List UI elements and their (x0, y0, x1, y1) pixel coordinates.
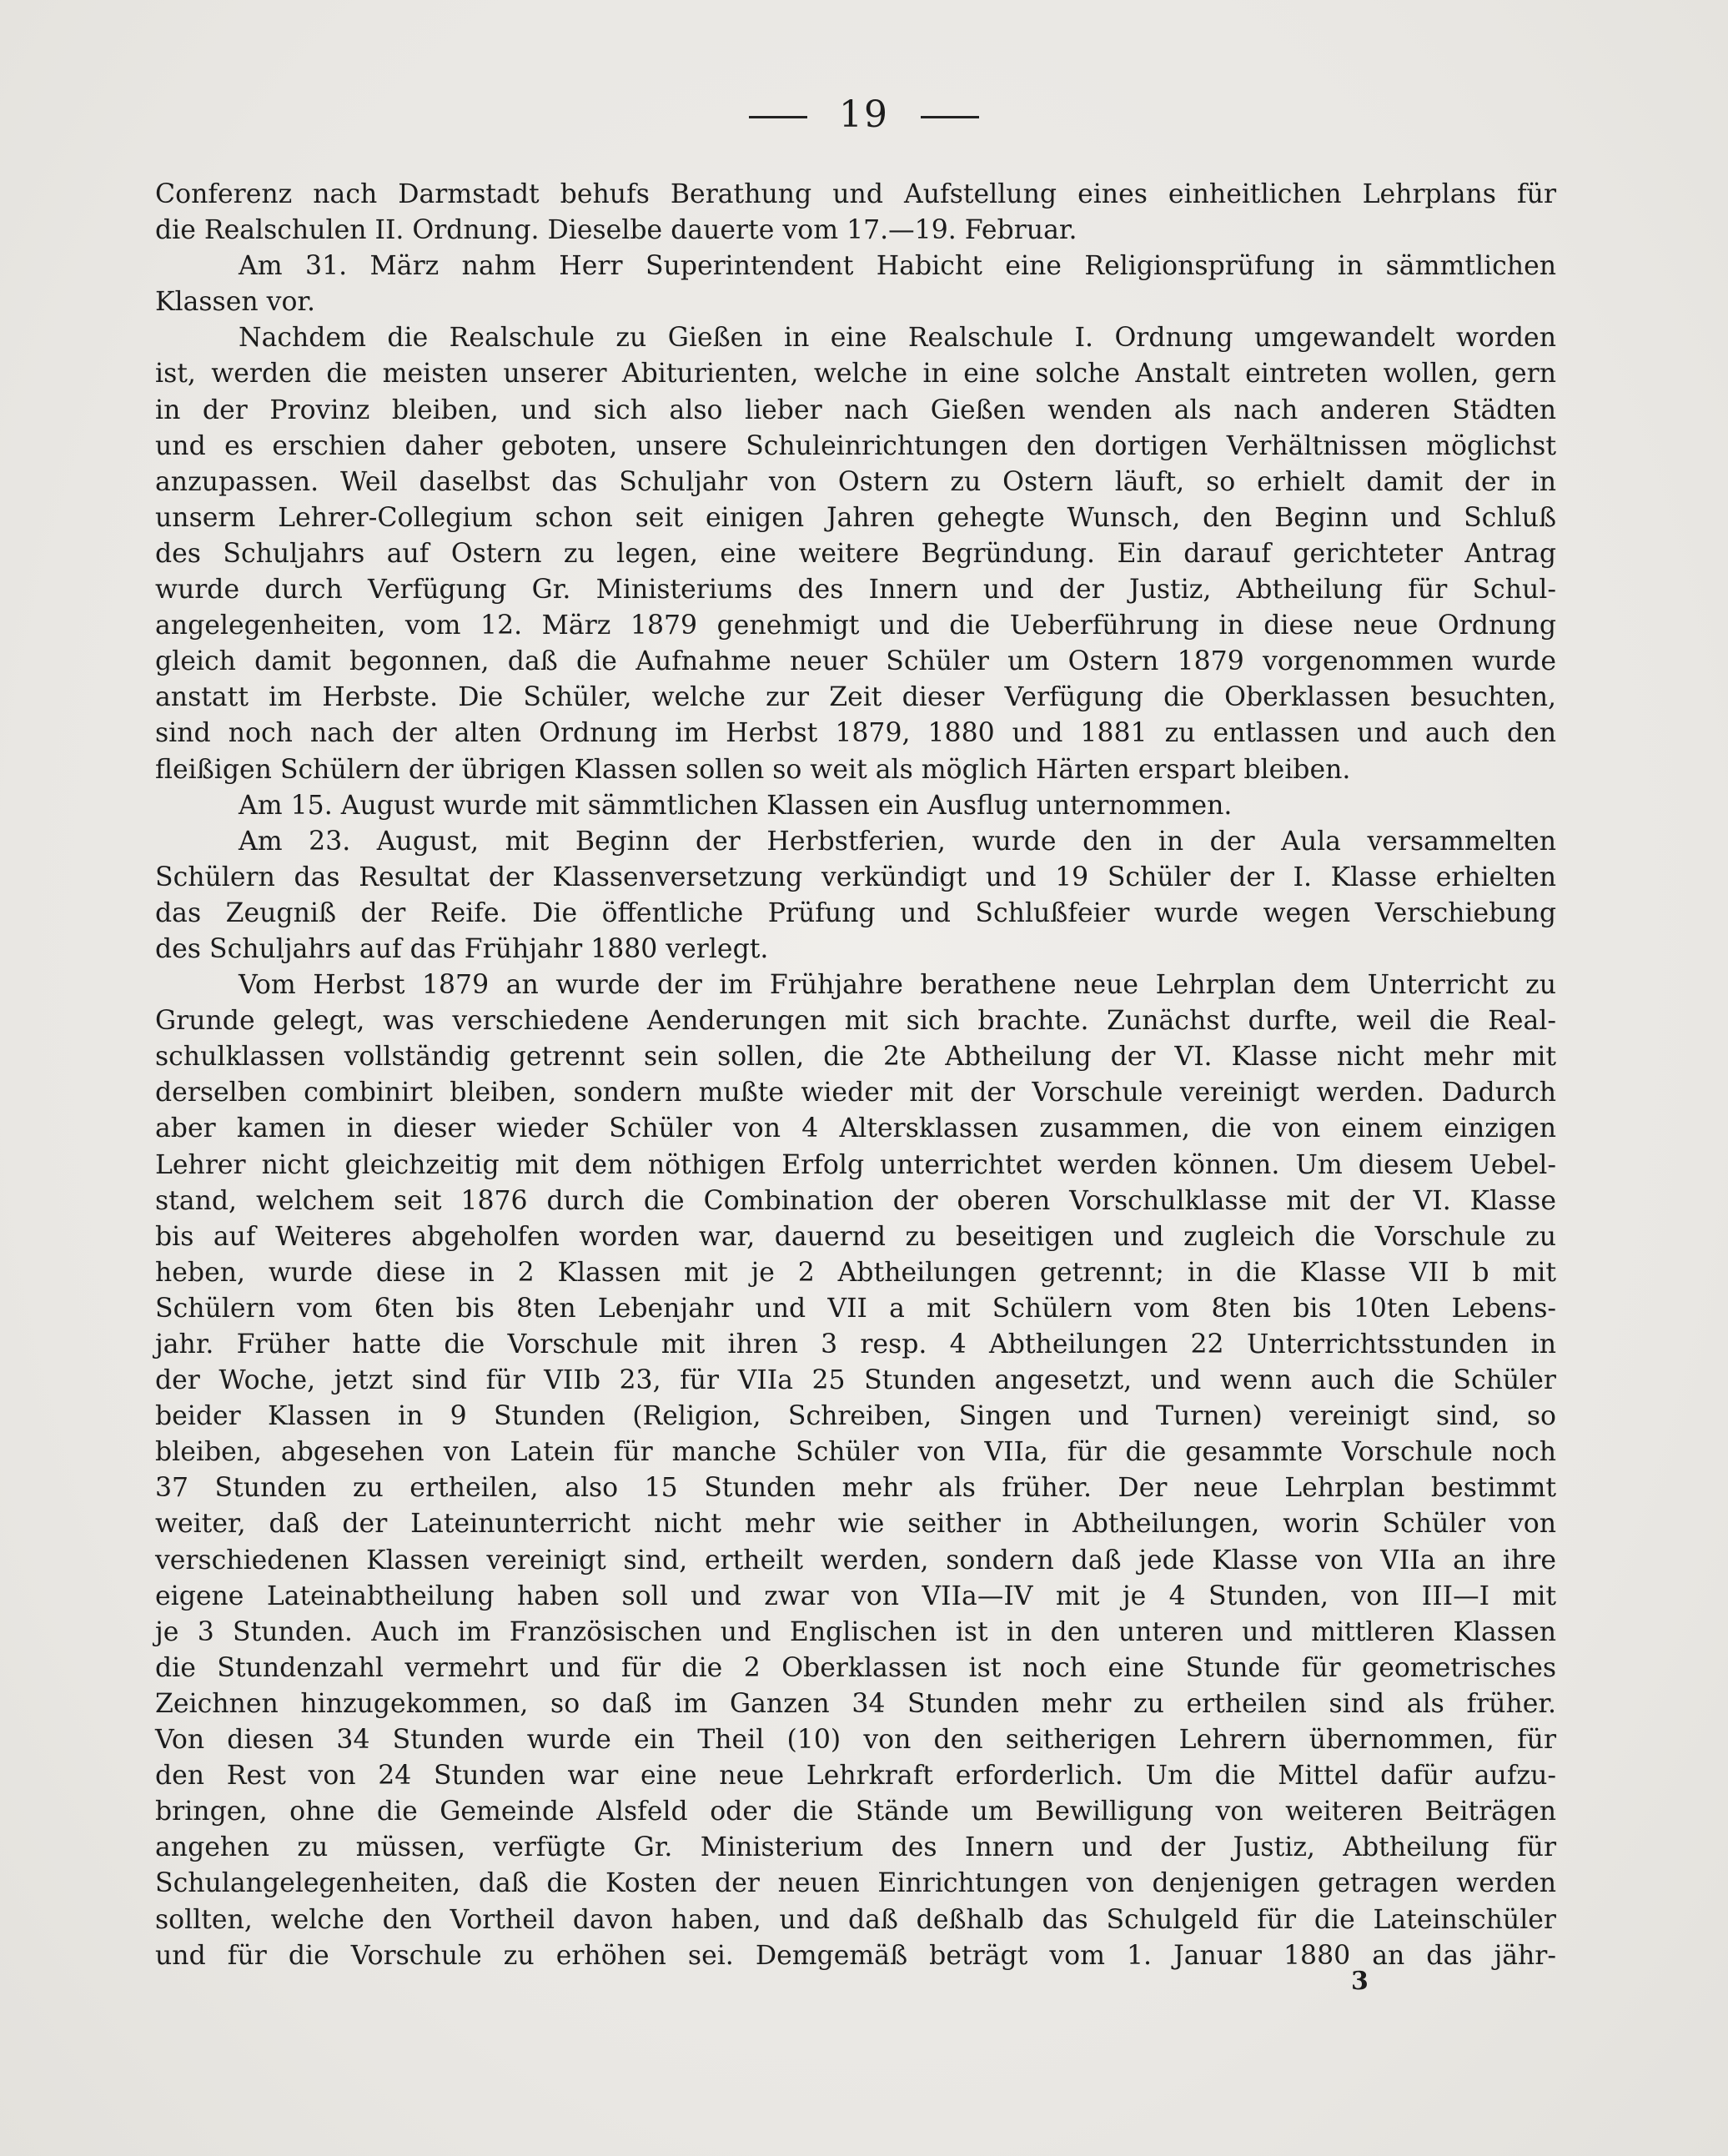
text-line: Am 23. August, mit Beginn der Herbstferien, wurde den in der Aula versammelten (239, 826, 1556, 857)
text-line: unserm Lehrer-Collegium schon seit einigen Jahren gehegte Wunsch, den Beginn und Schluß (155, 502, 1556, 533)
text-line: Klassen vor. (155, 287, 316, 318)
text-line: Grunde gelegt, was verschiedene Aenderungen mit sich brachte. Zunächst durfte, weil die Real- (155, 1006, 1556, 1037)
text-line: des Schuljahrs auf das Frühjahr 1880 verlegt. (155, 933, 769, 964)
page-header (0, 93, 1728, 136)
text-line: sind noch nach der alten Ordnung im Herbst 1879, 1880 und 1881 zu entlassen und auch den (155, 718, 1556, 749)
text-line: je 3 Stunden. Auch im Französischen und Englischen ist in den unteren und mittleren Klassen (155, 1616, 1556, 1647)
page-number: 19 (839, 93, 889, 136)
text-line: Lehrer nicht gleichzeitig mit dem nöthigen Erfolg unterrichtet werden können. Um diesem Uebel- (155, 1149, 1556, 1180)
header-dash-right (921, 116, 979, 118)
text-line: eigene Lateinabtheilung haben soll und zwar von VIIa—IV mit je 4 Stunden, von III—I mit (155, 1581, 1556, 1611)
text-line: Zeichnen hinzugekommen, so daß im Ganzen 34 Stunden mehr zu ertheilen sind als früher. (155, 1688, 1556, 1719)
text-line: Conferenz nach Darmstadt behufs Berathung und Aufstellung eines einheitlichen Lehrplans für (155, 179, 1556, 209)
text-line: das Zeugniß der Reife. Die öffentliche Prüfung und Schlußfeier wurde wegen Verschiebung (155, 897, 1556, 928)
text-line: fleißigen Schülern der übrigen Klassen sollen so weit als möglich Härten erspart bleiben. (155, 754, 1351, 785)
text-line: bringen, ohne die Gemeinde Alsfeld oder die Stände um Bewilligung von weiteren Beiträgen (155, 1797, 1556, 1827)
text-line: bis auf Weiteres abgeholfen worden war, dauernd zu beseitigen und zugleich die Vorschule zu (155, 1221, 1556, 1252)
text-line: Vom Herbst 1879 an wurde der im Frühjahre berathene neue Lehrplan dem Unterricht zu (239, 970, 1556, 1001)
text-line: angehen zu müssen, verfügte Gr. Ministerium des Innern und der Justiz, Abtheilung für (155, 1832, 1556, 1863)
text-line: aber kamen in dieser wieder Schüler von 4 Altersklassen zusammen, die von einem einzigen (155, 1113, 1556, 1144)
text-line: beider Klassen in 9 Stunden (Religion, Schreiben, Singen und Turnen) vereinigt sind, so (155, 1401, 1556, 1432)
text-line: derselben combinirt bleiben, sondern mußte wieder mit der Vorschule vereinigt werden. Dadurch (155, 1078, 1556, 1108)
text-line: den Rest von 24 Stunden war eine neue Lehrkraft erforderlich. Um die Mittel dafür aufzu- (155, 1761, 1556, 1792)
text-line: Schülern vom 6ten bis 8ten Lebenjahr und VII a mit Schülern vom 8ten bis 10ten Lebens- (155, 1293, 1556, 1324)
text-line: und für die Vorschule zu erhöhen sei. Demgemäß beträgt vom 1. Januar 1880 an das jähr- (155, 1940, 1556, 1971)
text-line: jahr. Früher hatte die Vorschule mit ihren 3 resp. 4 Abtheilungen 22 Unterrichtsstunden in (155, 1329, 1556, 1359)
text-line: Am 31. März nahm Herr Superintendent Habicht eine Religionsprüfung in sämmtlichen (239, 251, 1556, 282)
text-line: 37 Stunden zu ertheilen, also 15 Stunden mehr als früher. Der neue Lehrplan bestimmt (155, 1473, 1556, 1504)
text-line: sollten, welche den Vortheil davon haben, und daß deßhalb das Schulgeld für die Lateinschüler (155, 1904, 1556, 1935)
text-line: Nachdem die Realschule zu Gießen in eine Realschule I. Ordnung umgewandelt worden (239, 323, 1556, 354)
text-line: Am 15. August wurde mit sämmtlichen Klassen ein Ausflug unternommen. (239, 790, 1233, 821)
text-line: des Schuljahrs auf Ostern zu legen, eine weitere Begründung. Ein darauf gerichteter Antrag (155, 538, 1556, 569)
text-line: anzupassen. Weil daselbst das Schuljahr von Ostern zu Ostern läuft, so erhielt damit der in (155, 466, 1556, 497)
text-line: bleiben, abgesehen von Latein für manche Schüler von VIIa, für die gesammte Vorschule noch (155, 1437, 1556, 1468)
text-line: weiter, daß der Lateinunterricht nicht mehr wie seither in Abtheilungen, worin Schüler von (155, 1509, 1556, 1540)
text-line: und es erschien daher geboten, unsere Schuleinrichtungen den dortigen Verhältnissen möglichst (155, 430, 1556, 461)
text-line: der Woche, jetzt sind für VIIb 23, für VIIa 25 Stunden angesetzt, und wenn auch die Schüler (155, 1365, 1556, 1396)
text-line: heben, wurde diese in 2 Klassen mit je 2 Abtheilungen getrennt; in die Klasse VII b mit (155, 1257, 1556, 1288)
header-dash-left (749, 116, 807, 118)
text-line: gleich damit begonnen, daß die Aufnahme neuer Schüler um Ostern 1879 vorgenommen wurde (155, 646, 1556, 677)
text-line: wurde durch Verfügung Gr. Ministeriums des Innern und der Justiz, Abtheilung für Schul- (155, 575, 1556, 606)
text-line: Schülern das Resultat der Klassenversetzung verkündigt und 19 Schüler der I. Klasse erhielten (155, 862, 1556, 892)
text-line: anstatt im Herbste. Die Schüler, welche zur Zeit dieser Verfügung die Oberklassen besuchten, (155, 682, 1556, 713)
text-line: die Stundenzahl vermehrt und für die 2 Oberklassen ist noch eine Stunde für geometrisches (155, 1652, 1556, 1683)
text-line: verschiedenen Klassen vereinigt sind, ertheilt werden, sondern daß jede Klasse von VIIa an ihre (155, 1545, 1556, 1576)
text-line: stand, welchem seit 1876 durch die Combination der oberen Vorschulklasse mit der VI. Klasse (155, 1185, 1556, 1216)
signature-mark: 3 (1351, 1967, 1369, 1996)
text-line: die Realschulen II. Ordnung. Dieselbe dauerte vom 17.—19. Februar. (155, 215, 1077, 246)
text-line: in der Provinz bleiben, und sich also lieber nach Gießen wenden als nach anderen Städten (155, 395, 1556, 425)
text-line: Von diesen 34 Stunden wurde ein Theil (10) von den seitherigen Lehrern übernommen, für (155, 1725, 1556, 1756)
text-line: schulklassen vollständig getrennt sein sollen, die 2te Abtheilung der VI. Klasse nicht mehr mit (155, 1042, 1556, 1073)
text-line: ist, werden die meisten unserer Abiturienten, welche in eine solche Anstalt eintreten wollen, gern (155, 359, 1556, 389)
body-text (155, 177, 1556, 1974)
text-line: angelegenheiten, vom 12. März 1879 genehmigt und die Ueberführung in diese neue Ordnung (155, 611, 1556, 641)
text-line: Schulangelegenheiten, daß die Kosten der neuen Einrichtungen von denjenigen getragen werden (155, 1868, 1556, 1899)
